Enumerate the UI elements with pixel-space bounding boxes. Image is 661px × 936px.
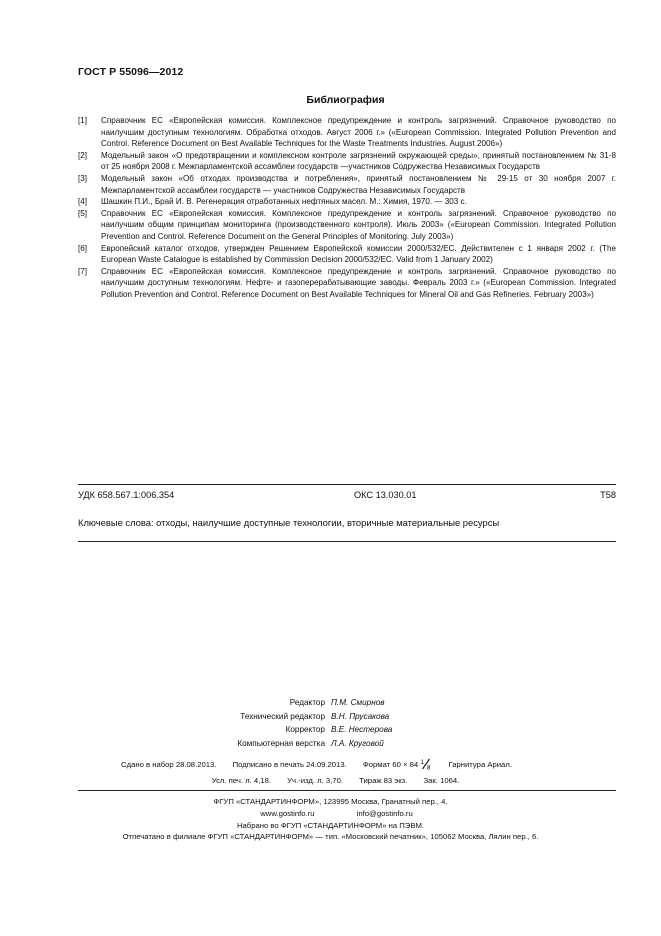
staff-name: В.Н. Прусакова bbox=[331, 711, 390, 721]
submitted-date: Сдано в набор 28.08.2013. bbox=[121, 760, 217, 769]
publisher-email[interactable]: info@gostinfo.ru bbox=[356, 808, 413, 818]
svg-text:8: 8 bbox=[427, 765, 431, 770]
keywords: Ключевые слова: отходы, наилучшие доступные технологии, вторичные материальные ресурсы bbox=[78, 517, 500, 528]
entry-number: [6] bbox=[78, 243, 87, 253]
staff-line bbox=[0, 723, 661, 737]
print-info bbox=[0, 757, 661, 789]
staff-name: Л.А. Круговой bbox=[331, 739, 384, 749]
divider-top bbox=[78, 484, 616, 485]
bibliography-entry bbox=[78, 150, 616, 173]
staff-name: П.М. Смирнов bbox=[331, 698, 385, 707]
printed-note: Отпечатано в филиале ФГУП «СТАНДАРТИНФОРМ» — тип. «Московский печатник», 105062 Москва, Лялин пер., 6. bbox=[122, 832, 539, 842]
standard-code: ГОСТ Р 55096—2012 bbox=[78, 66, 184, 78]
entry-number: [3] bbox=[78, 173, 87, 183]
typeface: Гарнитура Ариал. bbox=[448, 760, 512, 769]
editorial-staff bbox=[0, 696, 661, 751]
bibliography-entry bbox=[78, 196, 616, 208]
bibliography-entry bbox=[78, 266, 616, 301]
print-info-line-2 bbox=[0, 773, 661, 789]
fraction-one-eighth-icon bbox=[420, 758, 432, 770]
udc-code: УДК 658.567.1:006.354 bbox=[78, 490, 175, 500]
staff-role: Технический редактор bbox=[240, 711, 325, 721]
staff-line bbox=[0, 710, 661, 724]
staff-role: Редактор bbox=[289, 698, 325, 707]
publisher-address: ФГУП «СТАНДАРТИНФОРМ», 123995 Москва, Гранатный пер., 4. bbox=[213, 797, 448, 806]
printed-sheets: Усл. печ. л. 4,18. bbox=[211, 776, 271, 785]
bibliography-entry bbox=[78, 115, 616, 150]
entry-text: Справочник ЕС «Европейская комиссия. Комплексное предупреждение и контроль загрязнений. Справочное руководство по наилучшим доступным технологиям. Обработка отходов. Август 2006 г.» («European Commission. Integrated Pollution Prevention and Control. Reference Document on Best Available Techniques for the Waste Treatments Industries. August 2006») bbox=[101, 116, 616, 149]
publisher-sheets: Уч.-изд. л. 3,70. bbox=[287, 776, 343, 785]
publisher-website[interactable]: www.gostinfo.ru bbox=[260, 808, 315, 818]
bibliography-entry bbox=[78, 243, 616, 266]
bibliography-entry bbox=[78, 208, 616, 243]
publisher-contacts bbox=[0, 808, 661, 820]
print-info-line-1 bbox=[0, 757, 661, 773]
oks-code: ОКС 13.030.01 bbox=[354, 490, 417, 500]
entry-number: [1] bbox=[78, 116, 87, 125]
bibliography-title: Библиография bbox=[306, 94, 385, 106]
entry-number: [7] bbox=[78, 266, 87, 276]
staff-role: Компьютерная верстка bbox=[237, 739, 325, 749]
staff-role: Корректор bbox=[285, 725, 325, 735]
entry-text: Справочник ЕС «Европейская комиссия. Комплексное предупреждение и контроль загрязнений. Справочное руководство по наилучшим общим принципам мониторинга (производственного контроля). Июль 2003» («European Commission. Integrated Pollution Prevention and Control. Reference Document on the General Principles of Monitoring. July 2003») bbox=[101, 208, 616, 241]
signed-date: Подписано в печать 24.09.2013. bbox=[232, 760, 347, 769]
entry-text: Шашкин П.И., Брай И. В. Регенерация отработанных нефтяных масел. М.: Химия, 1970. — 303 с. bbox=[101, 197, 467, 207]
divider-bottom bbox=[78, 541, 616, 542]
staff-name: В.Е. Нестерова bbox=[331, 725, 393, 735]
circulation: Тираж 83 экз. bbox=[359, 776, 408, 785]
entry-number: [4] bbox=[78, 197, 87, 207]
typeset-note: Набрано во ФГУП «СТАНДАРТИНФОРМ» на ПЭВМ. bbox=[236, 820, 425, 830]
group-code: Т58 bbox=[600, 490, 616, 500]
entry-text: Модельный закон «О предотвращении и комплексном контроле загрязнений окружающей среды», принятый постановлением № 31-8 от 25 ноября 2008 г. Межпарламентской ассамблеи государств —участников Содружества Независимых Государств bbox=[101, 150, 616, 172]
staff-line bbox=[0, 696, 661, 710]
entry-text: Европейский каталог отходов, утвержден Решением Европейской комиссии 2000/532/ЕС. Действителен с 1 января 2002 г. (The European Waste Catalogue is established by Commission Decision 2000/532/EC. Valid from 1 January 2002) bbox=[101, 243, 616, 265]
svg-text:1: 1 bbox=[420, 760, 425, 766]
divider-publisher bbox=[78, 790, 616, 791]
entry-text: Модельный закон «Об отходах производства и потребления», принятый постановлением № 29-15 от 30 ноября 2007 г. Межпарламентской ассамблеи государств — участников Содружества Независимых Государств bbox=[101, 173, 616, 195]
bibliography-entry bbox=[78, 173, 616, 196]
entry-number: [2] bbox=[78, 150, 87, 160]
entry-number: [5] bbox=[78, 208, 87, 218]
paper-format: Формат 60 × 84 bbox=[362, 760, 419, 769]
order-number: Зак. 1064. bbox=[423, 776, 460, 785]
staff-line bbox=[0, 737, 661, 751]
bibliography-list bbox=[78, 115, 616, 301]
publisher-info bbox=[0, 796, 661, 843]
entry-text: Справочник ЕС «Европейская комиссия. Комплексное предупреждение и контроль загрязнений. Справочное руководство по наилучшим доступным технологиям. Нефте- и газоперерабатывающие заводы. Февраль 2003 г.» («European Commission. Integrated Pollution Prevention and Control. Reference Document on Best Available Techniques for Mineral Oil and Gas Refineries. February 2003») bbox=[101, 266, 616, 299]
